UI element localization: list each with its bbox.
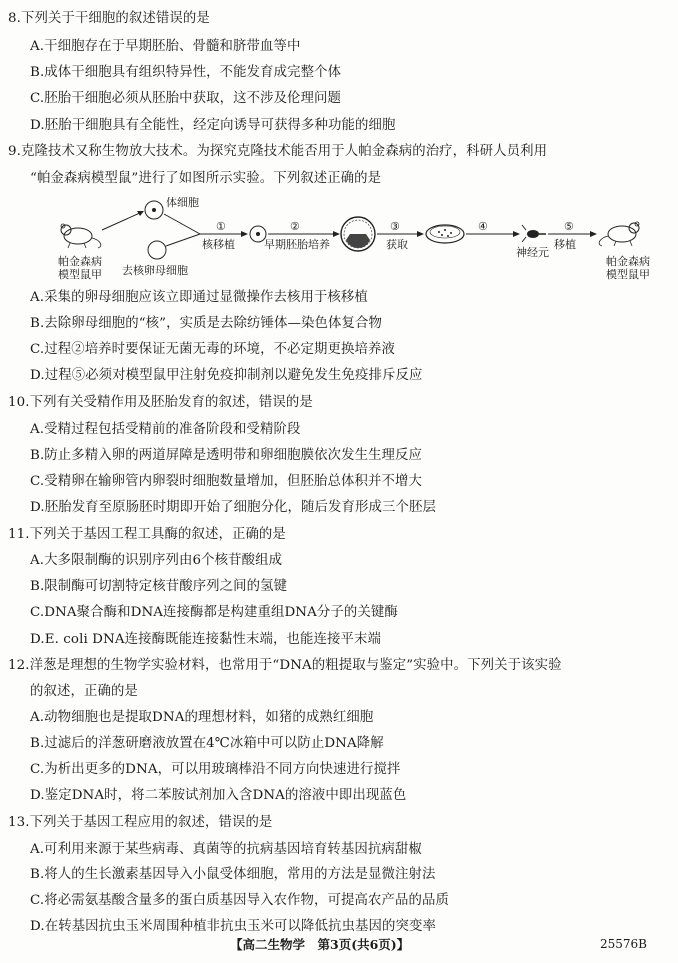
mouse-a-label-2: 模型鼠甲 [58,268,102,280]
question-11-stem: 11.下列关于基因工程工具酶的叙述，正确的是 [8,527,286,542]
page-footer: 【高二生物学 第3页(共6页)】 [230,937,410,952]
question-10-option-D: D.胚胎发育至原肠胚时期即开始了细胞分化，随后发育形成三个胚层 [30,500,436,515]
question-8-stem: 8.下列关于干细胞的叙述错误的是 [8,11,210,26]
question-12-stem: 的叙述，正确的是 [30,684,138,699]
step2-number: ② [290,220,300,233]
question-9-option-B: B.去除卵母细胞的“核”，实质是去除纺锤体—染色体复合物 [30,316,382,331]
enucleated-egg-icon [148,241,166,259]
step5-label: 移植 [554,238,576,251]
question-12-option-A: A.动物细胞也是提取DNA的理想材料，如猪的成熟红细胞 [30,710,374,725]
step4-number: ④ [478,220,488,233]
question-11-option-C: C.DNA聚合酶和DNA连接酶都是构建重组DNA分子的关键酶 [30,605,398,620]
exam-code: 25576B [600,937,647,951]
question-8-option-D: D.胚胎干细胞具有全能性，经定向诱导可获得多种功能的细胞 [30,118,396,133]
question-12-option-D: D.鉴定DNA时，将二苯胺试剂加入含DNA的溶液中即出现蓝色 [30,788,407,803]
question-11-option-B: B.限制酶可切割特定核苷酸序列之间的氢键 [30,579,288,594]
mouse-b-label-1: 帕金森病 [606,255,650,268]
question-13-option-A: A.可利用来源于某些病毒、真菌等的抗病基因培育转基因抗病甜椒 [30,842,422,857]
body-cell-icon [145,201,163,219]
mouse-a-icon [61,224,101,248]
question-12-option-B: B.过滤后的洋葱研磨液放置在4℃冰箱中可以防止DNA降解 [30,736,384,751]
question-11-option-D: D.E. coli DNA连接酶既能连接黏性末端，也能连接平末端 [30,632,381,647]
step3-label: 获取 [386,238,408,251]
step5-number: ⑤ [564,220,574,233]
step3-number: ③ [390,220,400,233]
question-13-option-C: C.将必需氨基酸含量多的蛋白质基因导入农作物，可提高农产品的品质 [30,893,449,908]
step1-number: ① [216,220,226,233]
question-10-option-B: B.防止多精入卵的两道屏障是透明带和卵细胞膜依次发生生理反应 [30,448,423,463]
question-13-stem: 13.下列关于基因工程应用的叙述，错误的是 [8,815,273,830]
question-8-option-B: B.成体干细胞具有组织特异性，不能发育成完整个体 [30,65,342,80]
neuron-icon [522,225,546,242]
question-10-stem: 10.下列有关受精作用及胚胎发育的叙述，错误的是 [8,395,313,410]
step2-label: 早期胚胎培养 [264,238,330,251]
cloning-diagram [40,190,660,280]
step1-label: 核移植 [202,238,235,251]
question-8-option-A: A.干细胞存在于早期胚胎、骨髓和脐带血等中 [30,39,301,54]
blastocyst-icon [341,217,375,251]
question-11-option-A: A.大多限制酶的识别序列由6个核苷酸组成 [30,553,283,568]
petri-dish-icon [426,225,464,243]
neuron-label: 神经元 [516,246,549,259]
question-8-option-C: C.胚胎干细胞必须从胚胎中获取，这不涉及伦理问题 [30,91,342,106]
question-9-option-C: C.过程②培养时要保证无菌无毒的环境，不必定期更换培养液 [30,342,395,357]
question-9-stem: 9.克隆技术又称生物放大技术。为探究克隆技术能否用于人帕金森病的治疗，科研人员利用 [8,144,548,159]
mouse-b-label-2: 模型鼠甲 [606,268,650,280]
question-10-option-C: C.受精卵在输卵管内卵裂时细胞数量增加，但胚胎总体积并不增大 [30,474,422,489]
enucleated-egg-label: 去核卵母细胞 [122,264,188,277]
question-10-option-A: A.受精过程包括受精前的准备阶段和受精阶段 [30,422,301,437]
question-13-option-B: B.将人的生长激素基因导入小鼠受体细胞，常用的方法是显微注射法 [30,867,436,882]
body-cell-label: 体细胞 [166,196,199,209]
mouse-b-icon [599,222,639,246]
question-13-option-D: D.在转基因抗虫玉米周围种植非抗虫玉米可以降低抗虫基因的突变率 [30,919,436,934]
question-9-option-D: D.过程⑤必须对模型鼠甲注射免疫抑制剂以避免发生免疫排斥反应 [30,368,423,383]
question-9-stem: “帕金森病模型鼠”进行了如图所示实验。下列叙述正确的是 [30,171,382,186]
question-12-stem: 12.洋葱是理想的生物学实验材料，也常用于“DNA的粗提取与鉴定”实验中。下列关于该实验 [8,658,562,673]
question-9-option-A: A.采集的卵母细胞应该立即通过显微操作去核用于核移植 [30,290,368,305]
mouse-a-label-1: 帕金森病 [58,255,102,268]
question-12-option-C: C.为析出更多的DNA，可以用玻璃棒沿不同方向快速进行搅拌 [30,762,401,777]
